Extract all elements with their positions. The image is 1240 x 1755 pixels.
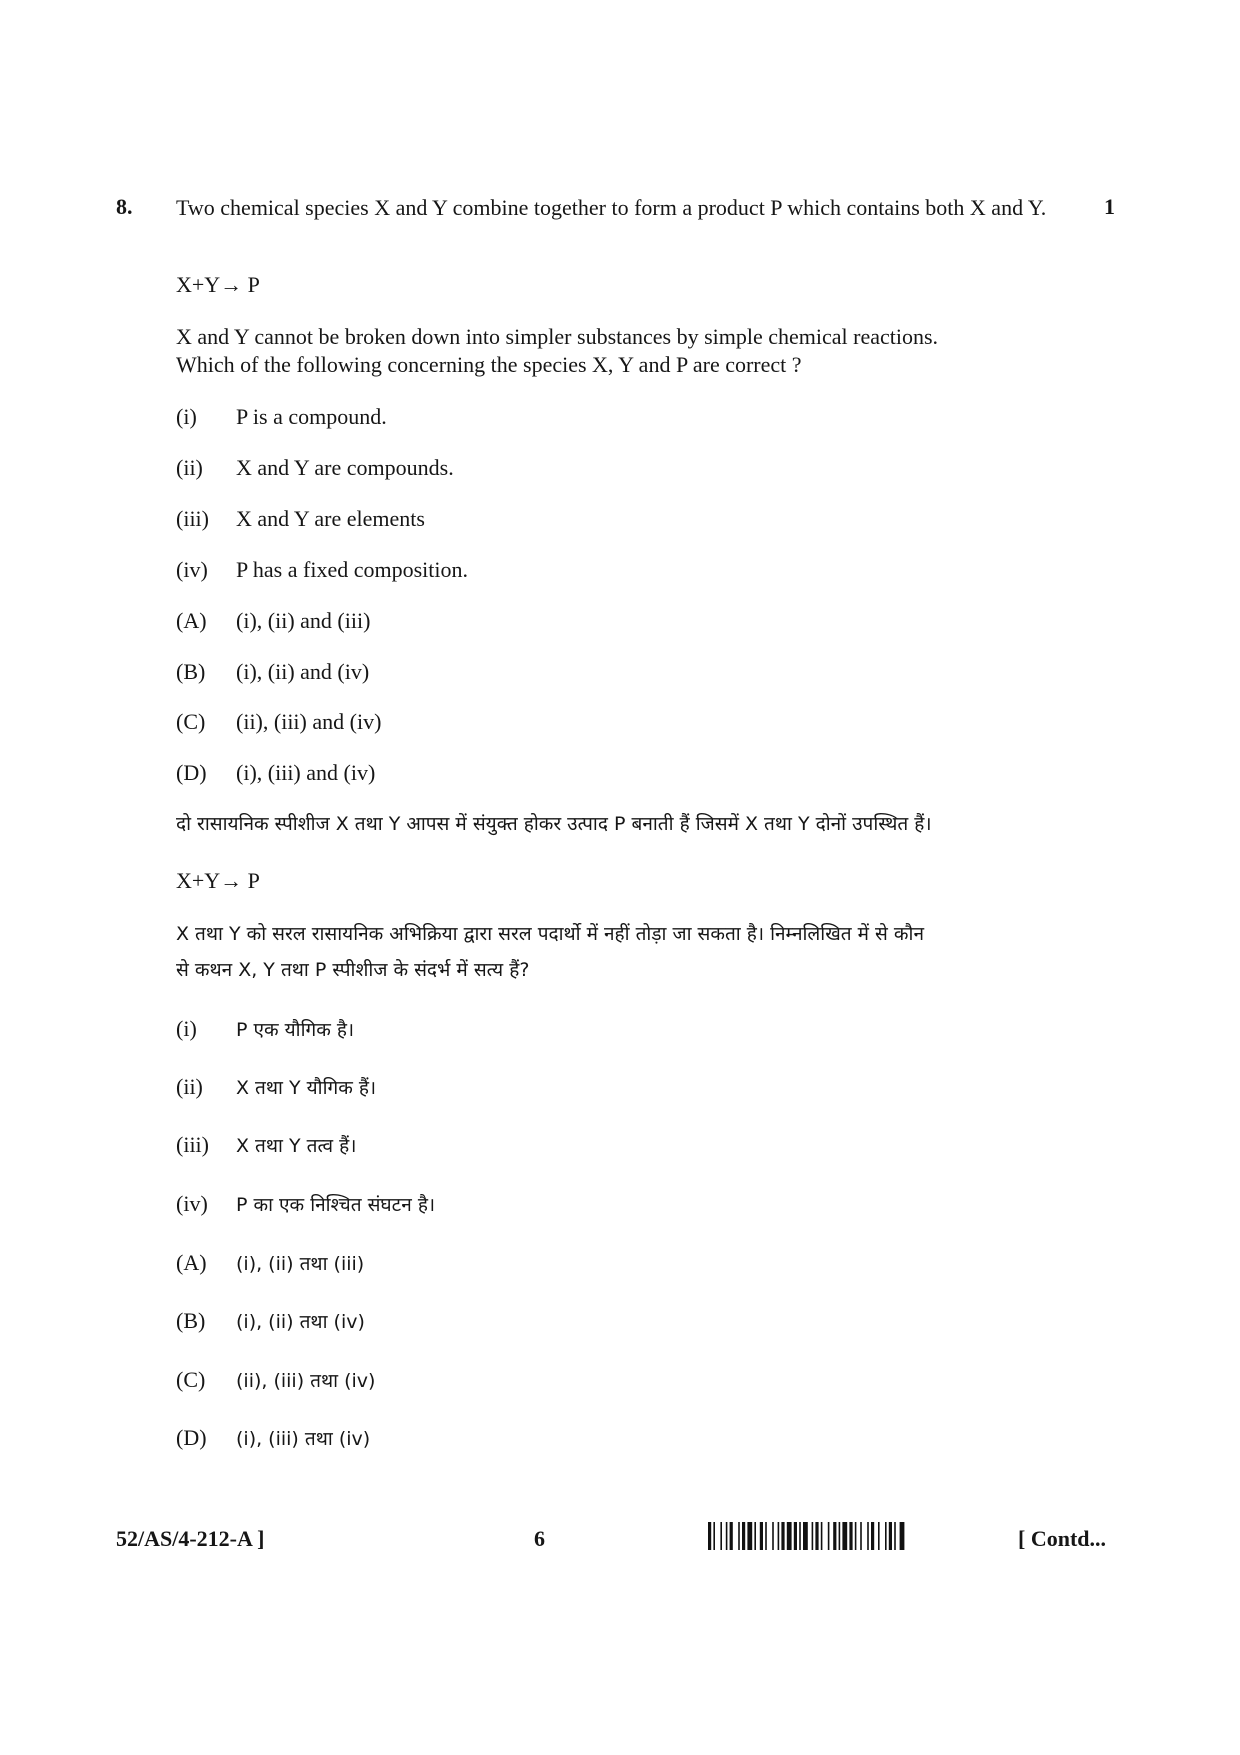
option-hi-d — [176, 1425, 370, 1451]
page-number: 6 — [534, 1526, 545, 1551]
continued-label: [ Contd... — [1018, 1526, 1107, 1551]
option-label: (A) — [176, 608, 207, 633]
option-en-d — [176, 760, 375, 786]
option-text: (i), (iii) तथा (iv) — [236, 1428, 371, 1450]
question-stem2-hi-line2: से कथन X, Y तथा P स्पीशीज के संदर्भ में सत्य हैं? — [176, 959, 530, 981]
option-en-b — [176, 659, 369, 685]
option-label: (B) — [176, 1308, 206, 1333]
statement-en-1 — [176, 404, 387, 430]
option-hi-c — [176, 1367, 375, 1393]
equation-en: X+Y→ P — [176, 272, 260, 297]
option-label: (D) — [176, 1425, 207, 1450]
option-label: (C) — [176, 709, 206, 734]
statement-label: (iii) — [176, 506, 209, 531]
statement-label: (i) — [176, 1016, 197, 1041]
option-hi-a — [176, 1250, 364, 1276]
statement-text: X तथा Y तत्व हैं। — [236, 1135, 357, 1157]
statement-en-2 — [176, 455, 454, 481]
paper-code: 52/AS/4-212-A ] — [116, 1526, 265, 1551]
question-stem-en: Two chemical species X and Y combine together to form a product P which contains both X and Y. — [176, 195, 1047, 220]
option-text: (i), (ii) and (iii) — [236, 608, 371, 633]
statement-hi-1 — [176, 1016, 354, 1042]
option-en-c — [176, 709, 381, 735]
statement-label: (ii) — [176, 1074, 203, 1099]
option-label: (A) — [176, 1250, 207, 1275]
question-number: 8. — [116, 194, 133, 219]
option-en-a — [176, 608, 370, 634]
statement-hi-2 — [176, 1074, 376, 1100]
option-text: (i), (ii) तथा (iii) — [236, 1253, 365, 1275]
option-label: (B) — [176, 659, 206, 684]
equation-hi: X+Y→ P — [176, 868, 260, 893]
statement-text: X तथा Y यौगिक हैं। — [236, 1077, 377, 1099]
statement-hi-3 — [176, 1132, 356, 1158]
option-label: (C) — [176, 1367, 206, 1392]
statement-en-3 — [176, 506, 425, 532]
option-text: (ii), (iii) and (iv) — [236, 709, 382, 734]
statement-text: P एक यौगिक है। — [236, 1019, 355, 1041]
statement-en-4 — [176, 557, 468, 583]
statement-label: (iv) — [176, 1191, 208, 1216]
statement-label: (iv) — [176, 557, 208, 582]
statement-text: X and Y are compounds. — [236, 455, 454, 480]
question-stem2-en-line2: Which of the following concerning the species X, Y and P are correct ? — [176, 352, 802, 377]
statement-label: (iii) — [176, 1132, 209, 1157]
question-marks: 1 — [1104, 194, 1115, 219]
option-text: (i), (ii) तथा (iv) — [236, 1311, 365, 1333]
statement-text: P is a compound. — [236, 404, 387, 429]
statement-text: P has a fixed composition. — [236, 557, 468, 582]
question-stem-hi: दो रासायनिक स्पीशीज X तथा Y आपस में संयुक्त होकर उत्पाद P बनाती हैं जिसमें X तथा Y दोनों उपस्थित हैं। — [176, 813, 932, 835]
option-text: (i), (iii) and (iv) — [236, 760, 376, 785]
question-stem2-hi-line1: X तथा Y को सरल रासायनिक अभिक्रिया द्वारा सरल पदार्थो में नहीं तोड़ा जा सकता है। निम्नलिखित में से कौन — [176, 923, 924, 945]
statement-label: (ii) — [176, 455, 203, 480]
option-label: (D) — [176, 760, 207, 785]
statement-text: X and Y are elements — [236, 506, 425, 531]
barcode — [708, 1522, 1008, 1550]
statement-label: (i) — [176, 404, 197, 429]
statement-text: P का एक निश्चित संघटन है। — [236, 1194, 436, 1216]
option-hi-b — [176, 1308, 365, 1334]
option-text: (i), (ii) and (iv) — [236, 659, 370, 684]
statement-hi-4 — [176, 1191, 435, 1217]
question-stem2-en-line1: X and Y cannot be broken down into simpler substances by simple chemical reactions. — [176, 324, 939, 349]
option-text: (ii), (iii) तथा (iv) — [236, 1370, 376, 1392]
